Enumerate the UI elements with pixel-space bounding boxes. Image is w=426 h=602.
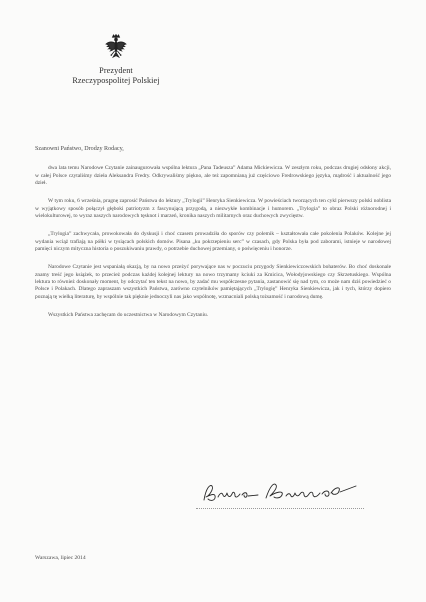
paragraph-1: dwa lata temu Narodowe Czytanie zainaugurowała wspólna lektura „Pana Tadeusza” Adama Mickiewicza. W zeszłym roku, podczas drugiej odsłony akcji, w całej Polsce czytaliśmy dzieła Aleksandra Fredry. Odkrywaliśmy piękno, ale też zapomnianą już częściowo Fredrowskiego języka, mądrość i aktualność jego dzieł.: [35, 165, 391, 187]
paragraph-2: W tym roku, 6 września, pragnę zaprosić Państwa do lektury „Trylogii” Henryka Sienkiewicza. W powieściach tworzących ten cykl pierwszy polski noblista w wyjątkowy sposób połączył głęboki patriotyzm z fascynującą przygodą, a niezwykłe kombinacje i humorem. „Trylogia” to obraz Polski różnorodnej i wielokulturowej, to wyraz naszych narodowych tęsknot i marzeń, kronika naszych militarnych oraz duchowych zwycięstw.: [35, 198, 391, 220]
paragraph-3: „Trylogia” zachwycała, prowokowała do dyskusji i choć czasem prowadziła do sporów czy polemik – kształtowała całe pokolenia Polaków. Kolejne jej wydania wciąż trafiają na półki w tysiącach polskich domów. Pisana „ku pokrzepieniu serc” w czasach, gdy Polska była pod zaborami, istnieje w narodowej pamięci niczym mityczna historia o poszukiwaniu prawdy, o potrzebie duchowej przemiany, o poświęceniu i honorze.: [35, 231, 391, 253]
letterhead: [0, 34, 232, 86]
paragraph-4: Narodowe Czytanie jest wspaniałą okazją, by na nowo przeżyć porywające nas w poczuciu przygody Sienkiewiczowskich bohaterów. Bo choć doskonale znamy treść jego książek, to przecież podczas każdej kolejnej lektury na nowo trzymamy kciuki za Kmicica, Wołodyjowskiego czy Skrzetuskiego. Wspólna lektura to również doskonały moment, by odczytać ten tekst na nowo, by zadać mu współczesne pytania, zastanowić się nad tym, co może nam dziś powiedzieć o Polsce i Polakach. Dlatego zapraszam wszystkich Państwa, zarówno czytelników pamiętających „Trylogię” Henryka Sienkiewicza, jak i tych, którzy dopiero poznają tę wielką literaturę, by wspólnie tak pięknie jednoczyli nas jako wspólnotę, wzmacniali polską tożsamość i narodową dumę.: [35, 264, 391, 300]
letterhead-title: Prezydent: [99, 66, 133, 75]
salutation: Szanowni Państwo, Drodzy Rodacy,: [35, 146, 124, 152]
letterhead-subtitle: Rzeczypospolitej Polskiej: [72, 76, 160, 85]
paragraph-5: Wszystkich Państwa zachęcam do uczestnictwa w Narodowym Czytaniu.: [48, 312, 209, 319]
letter-body: [35, 146, 391, 320]
handwritten-signature: [200, 478, 360, 506]
place-and-date: Warszawa, lipiec 2014: [35, 555, 86, 561]
white-eagle-emblem-icon: [105, 34, 127, 64]
signature-line: [196, 508, 364, 509]
